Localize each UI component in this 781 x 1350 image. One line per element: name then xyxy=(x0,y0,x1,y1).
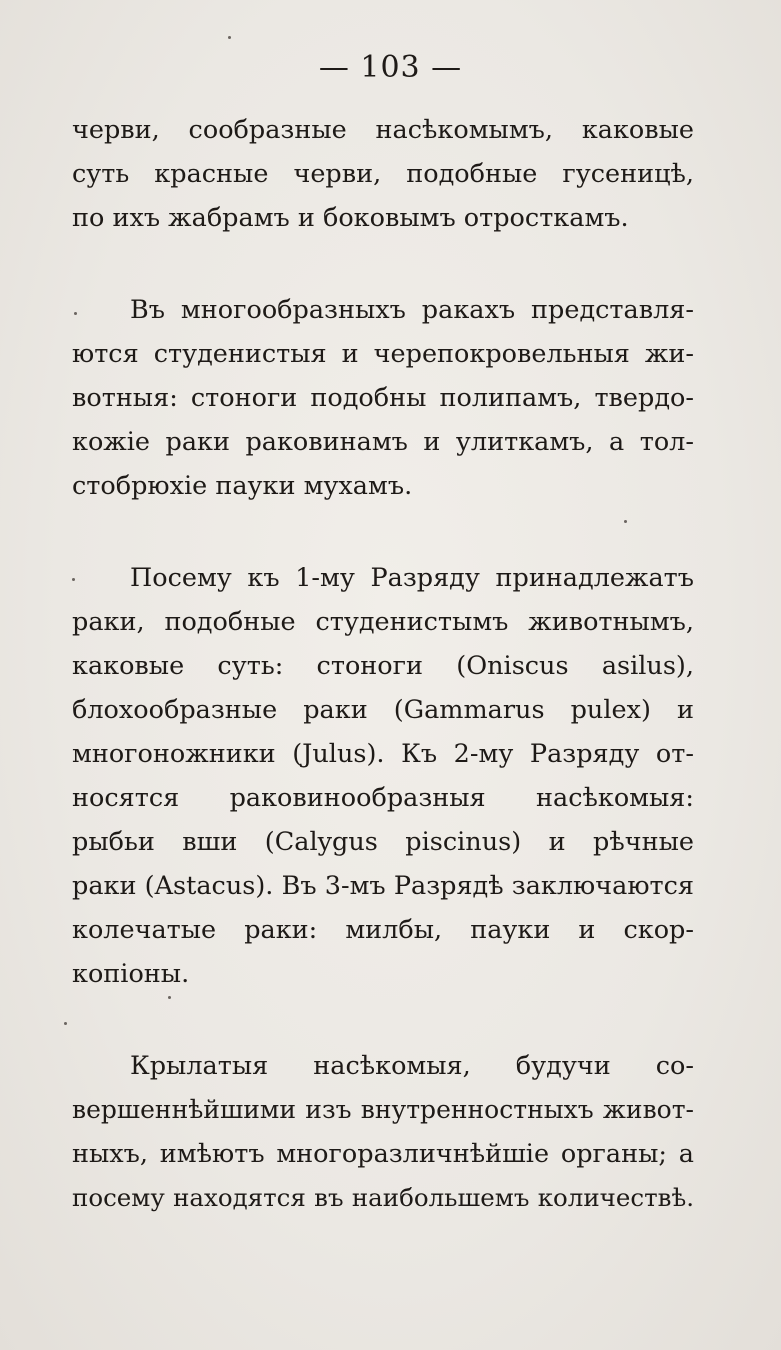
paragraph-3 xyxy=(72,556,694,996)
page-number: — 103 — xyxy=(318,50,463,85)
text-line: Крылатыя насѣкомыя, будучи со- xyxy=(130,1051,694,1081)
text-line: суть красные черви, подобные гусеницѣ, xyxy=(72,159,694,189)
paragraph-1 xyxy=(72,108,694,240)
text-line: колечатые раки: милбы, пауки и скор- xyxy=(72,915,694,945)
text-line: по ихъ жабрамъ и боковымъ отросткамъ. xyxy=(72,203,629,233)
paper-speck xyxy=(168,996,171,999)
text-line: рыбьи вши (Calygus piscinus) и рѣчные xyxy=(72,827,694,857)
text-line: каковые суть: стоноги (Oniscus asilus), xyxy=(72,651,694,681)
text-line: Посему къ 1-му Разряду принадлежатъ xyxy=(130,563,694,593)
text-line: ныхъ, имѣютъ многоразличнѣйшіе органы; а xyxy=(72,1139,694,1169)
text-line: черви, сообразные насѣкомымъ, каковые xyxy=(72,115,694,145)
text-line: копіоны. xyxy=(72,959,190,989)
text-line: Въ многообразныхъ ракахъ представля- xyxy=(130,295,694,325)
paper-speck xyxy=(624,520,627,523)
paper-speck xyxy=(72,578,75,581)
text-line: ются студенистыя и черепокровельныя жи- xyxy=(72,339,694,369)
text-line: стобрюхіе пауки мухамъ. xyxy=(72,471,413,501)
paper-speck xyxy=(64,1022,67,1025)
text-line: вершеннѣйшими изъ внутренностныхъ живот- xyxy=(72,1095,694,1124)
paper-speck xyxy=(74,312,77,315)
paper-speck xyxy=(228,36,231,39)
text-line: раки (Astacus). Въ 3-мъ Разрядѣ заключаются xyxy=(72,871,694,901)
text-line: блохообразные раки (Gammarus pulex) и xyxy=(72,695,694,725)
text-line: раки, подобные студенистымъ животнымъ, xyxy=(72,607,694,637)
text-line: кожіе раки раковинамъ и улиткамъ, а тол- xyxy=(72,427,694,457)
paragraph-4 xyxy=(72,1044,694,1220)
text-line: посему находятся въ наибольшемъ количествѣ. xyxy=(72,1183,694,1212)
text-line: носятся раковинообразныя насѣкомыя: xyxy=(72,783,694,813)
text-line: многоножники (Julus). Къ 2-му Разряду от- xyxy=(72,739,694,769)
text-line: вотныя: стоноги подобны полипамъ, твердо- xyxy=(72,383,694,413)
paragraph-2 xyxy=(72,288,694,508)
